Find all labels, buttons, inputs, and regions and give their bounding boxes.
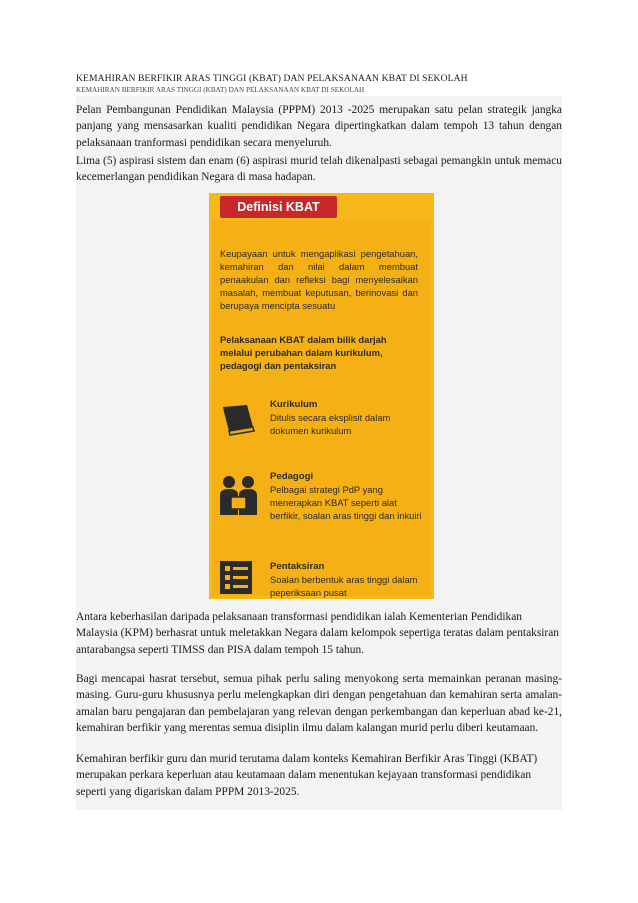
item-pentaksiran [270, 560, 422, 599]
people-icon [217, 473, 261, 517]
item-pentaksiran-desc: Soalan berbentuk aras tinggi dalam peperiksaan pusat [270, 574, 418, 598]
kbat-definition: Keupayaan untuk mengaplikasi pengetahuan, kemahiran dan nilai dalam membuat penaakulan dan refleksi bagi menyelesaikan masalah, membuat keputusan, berinovasi dan berupaya mencipta sesuatu [220, 248, 418, 311]
paragraph-pppm: Pelan Pembangunan Pendidikan Malaysia (PPPM) 2013 -2025 merupakan satu pelan strategik jangka panjang yang mensasarkan kualiti pendidikan Negara dipertingkatkan dalam tempoh 13 tahun dengan pelaksanaan tranformasi pendidikan secara menyeluruh. [76, 104, 562, 149]
checklist-icon [217, 558, 257, 596]
item-kurikulum-desc: Ditulis secara eksplisit dalam dokumen kurikulum [270, 412, 391, 436]
document-subtitle: KEMAHIRAN BERFIKIR ARAS TINGGI (KBAT) DAN PELAKSANAAN KBAT DI SEKOLAH [76, 86, 365, 94]
paragraph-aspirasi: Lima (5) aspirasi sistem dan enam (6) aspirasi murid telah dikenalpasti sebagai pemangkin untuk memacu kecemerlangan pendidikan Negara di masa hadapan. [76, 155, 562, 184]
paragraph-kemahiran-berfikir: Kemahiran berfikir guru dan murid terutama dalam konteks Kemahiran Berfikir Aras Tinggi (KBAT) merupakan perkara keperluan atau keutamaan dalam menentukan kejayaan transformasi pendidikan seperti yang digariskan dalam PPPM 2013-2025. [76, 753, 538, 798]
kbat-pelaksanaan: Pelaksanaan KBAT dalam bilik darjah melalui perubahan dalam kurikulum, pedagogi dan pentaksiran [220, 334, 387, 371]
item-kurikulum [270, 398, 422, 437]
item-pedagogi-title: Pedagogi [270, 471, 314, 482]
item-pedagogi [270, 470, 422, 522]
kbat-infographic [209, 193, 434, 599]
infographic-box [212, 220, 431, 596]
paragraph-hasrat: Bagi mencapai hasrat tersebut, semua pihak perlu saling menyokong serta memainkan peranan masing-masing. Guru-guru khususnya perlu melengkapkan diri dengan pengetahuan dan kemahiran serta amalan-amalan baru pengajaran dan pembelajaran yang relevan dengan perkembangan dan keperluan abad ke-21, kemahiran berfikir yang merentas semua disiplin ilmu dalam kalangan murid perlu diberi keutamaan. [76, 673, 562, 735]
item-pedagogi-desc: Pelbagai strategi PdP yang menerapkan KBAT seperti alat berfikir, soalan aras tinggi dan inkuiri [270, 484, 422, 521]
item-pentaksiran-title: Pentaksiran [270, 561, 325, 572]
infographic-header: Definisi KBAT [220, 196, 337, 218]
paragraph-keberhasilan: Antara keberhasilan daripada pelaksanaan transformasi pendidikan ialah Kementerian Pendidikan Malaysia (KPM) berhasrat untuk meletakkan Negara dalam kelompok sepertiga teratas dalam pentaksiran antarabangsa seperti TIMSS dan PISA dalam tempoh 15 tahun. [76, 611, 559, 656]
item-kurikulum-title: Kurikulum [270, 399, 318, 410]
document-title: KEMAHIRAN BERFIKIR ARAS TINGGI (KBAT) DAN PELAKSANAAN KBAT DI SEKOLAH [76, 73, 468, 84]
book-icon [217, 403, 257, 437]
